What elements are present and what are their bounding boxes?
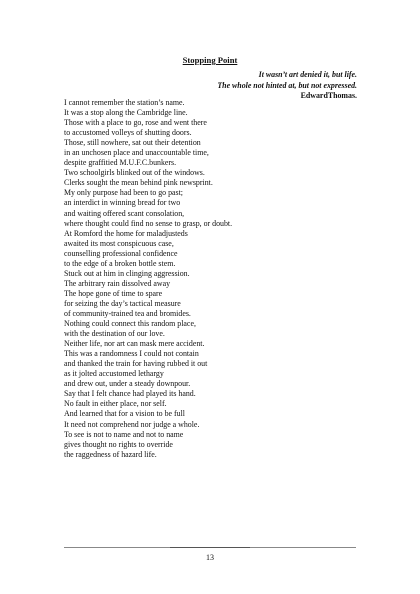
poem-line: and thanked the train for having rubbed it out: [64, 359, 208, 369]
poem-line: Nothing could connect this random place,: [64, 319, 196, 329]
poem-line: to accustomed volleys of shutting doors.: [64, 128, 192, 138]
poem-line: in an unchosen place and unaccountable time,: [64, 148, 209, 158]
poem-line: At Romford the home for maladjusteds: [64, 228, 188, 238]
poem-line: And learned that for a vision to be full: [64, 409, 185, 419]
footer-divider-accent: [170, 547, 250, 548]
poem-line: No fault in either place, nor self.: [64, 399, 167, 409]
poem-line: of community-trained tea and bromides.: [64, 308, 191, 318]
poem-line: as it jolted accustomed lethargy: [64, 369, 164, 379]
poem-line: awaited its most conspicuous case,: [64, 238, 174, 248]
page-number: 13: [206, 553, 214, 562]
poem-line: despite graffitied M.U.F.C.bunkers.: [64, 158, 177, 168]
epigraph: [217, 70, 357, 102]
poem-line: It need not comprehend nor judge a whole.: [64, 419, 200, 429]
poem-line: My only purpose had been to go past;: [64, 188, 183, 198]
epigraph-line-2: The whole not hinted at, but not expressed.: [217, 80, 357, 90]
poem-line: Say that I felt chance had played its hand.: [64, 389, 196, 399]
poem-line: to the edge of a broken bottle stem.: [64, 258, 176, 268]
poem-line: This was a randomness I could not contain: [64, 349, 199, 359]
poem-line: Two schoolgirls blinked out of the windows.: [64, 168, 205, 178]
poem-title: Stopping Point: [182, 55, 238, 65]
poem-line: gives thought no rights to override: [64, 439, 173, 449]
poem-line: and drew out, under a steady downpour.: [64, 379, 191, 389]
poem-line: Neither life, nor art can mask mere accident.: [64, 339, 205, 349]
poem-line: Those with a place to go, rose and went there: [64, 118, 207, 128]
poem-line: It was a stop along the Cambridge line.: [64, 108, 188, 118]
epigraph-author: EdwardThomas.: [300, 91, 357, 101]
poem-line: the raggedness of hazard life.: [64, 449, 157, 459]
poem-line: To see is not to name and not to name: [64, 429, 184, 439]
poem-line: an interdict in winning bread for two: [64, 198, 181, 208]
poem-line: Stuck out at him in clinging aggression.: [64, 268, 190, 278]
poem-line: Those, still nowhere, sat out their detention: [64, 138, 201, 148]
poem-line: The arbitrary rain dissolved away: [64, 278, 171, 288]
poem-line: Clerks sought the mean behind pink newsprint.: [64, 178, 213, 188]
poem-line: where thought could find no sense to grasp, or doubt.: [64, 218, 233, 228]
poem-line: The hope gone of time to spare: [64, 288, 163, 298]
epigraph-line-1: It wasn’t art denied it, but life.: [258, 70, 357, 79]
poem-line: and waiting offered scant consolation,: [64, 208, 185, 218]
poem-line: I cannot remember the station’s name.: [64, 98, 185, 107]
poem-line: with the destination of our love.: [64, 329, 165, 339]
poem-line: counselling professional confidence: [64, 248, 178, 258]
poem-body: [64, 98, 232, 460]
poem-line: for seizing the day’s tactical measure: [64, 298, 181, 308]
